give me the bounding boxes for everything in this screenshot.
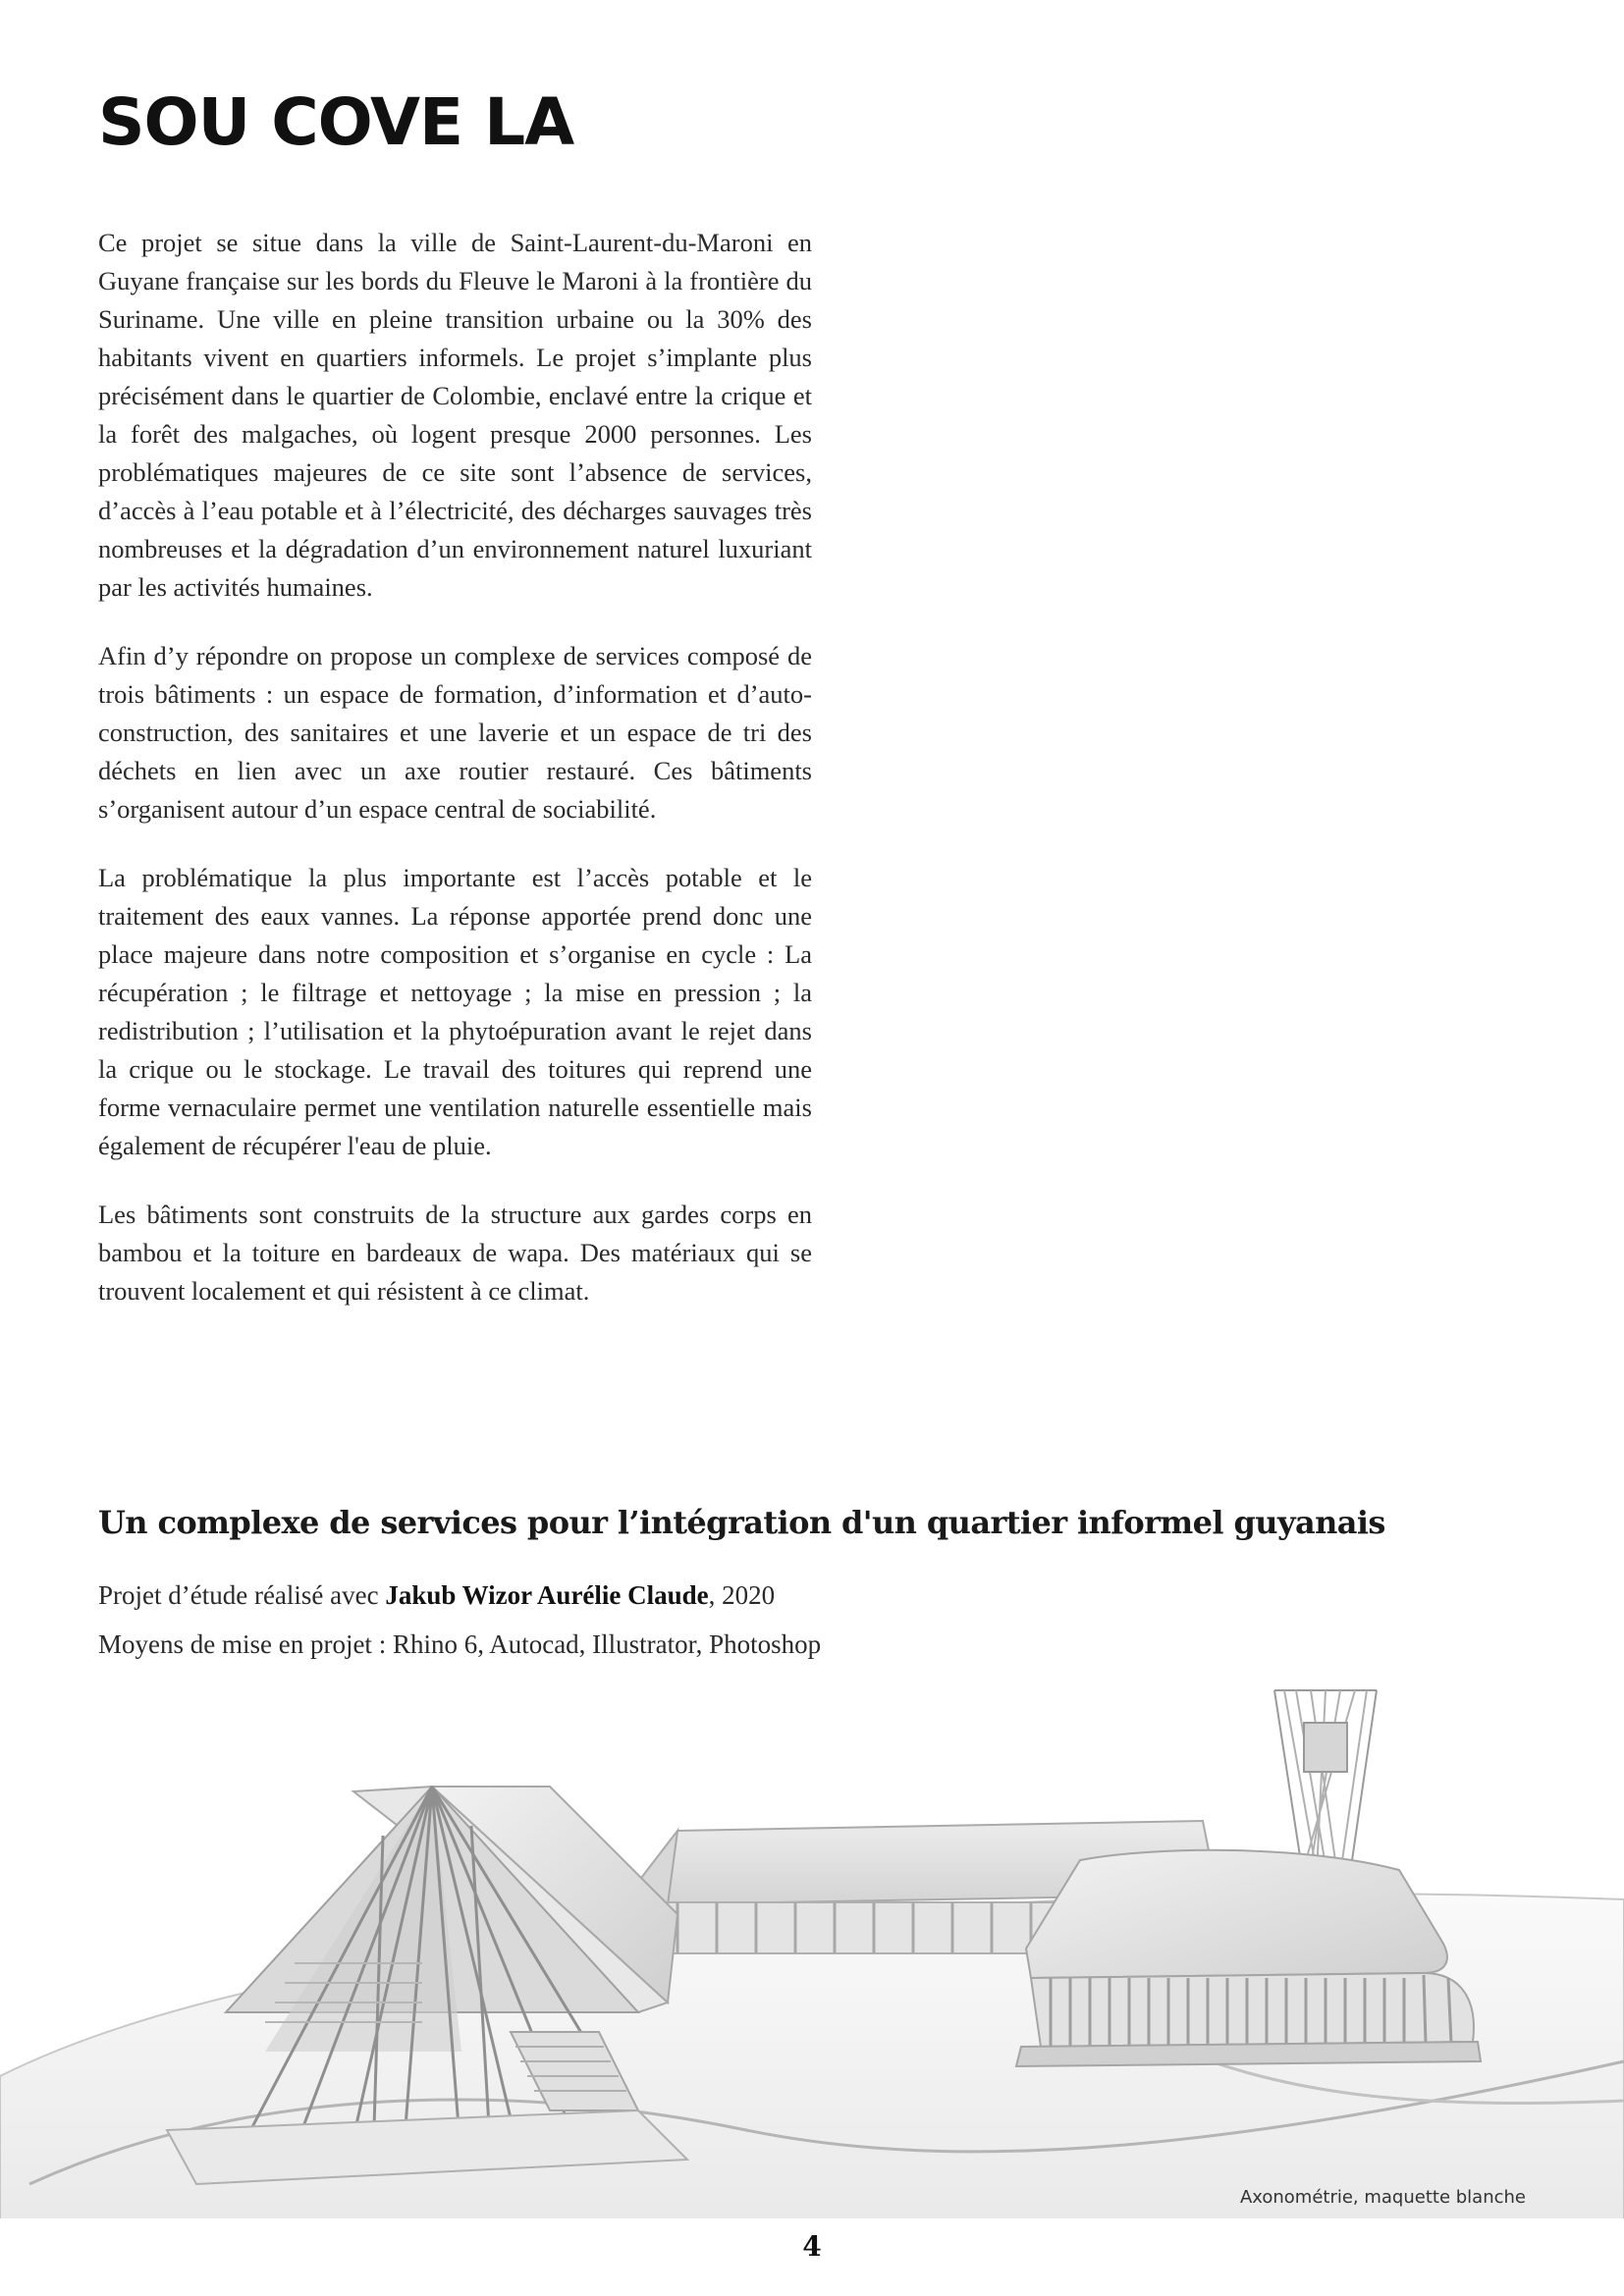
credit-prefix: Projet d’étude réalisé avec xyxy=(98,1580,386,1610)
page-number: 4 xyxy=(802,2230,822,2263)
axonometric-model-illustration xyxy=(0,1669,1624,2218)
body-text xyxy=(98,224,812,1341)
credit-names: Jakub Wizor Aurélie Claude xyxy=(385,1580,709,1610)
paragraph-water-cycle: La problématique la plus importante est l’accès potable et le traitement des eaux vannes. La réponse apportée prend donc une place majeure dans notre composition et s’organise en cycle : La récupération ; le filtrage et nettoyage ; la mise en pression ; la redistribution ; l’utilisation et la phytoépuration avant le rejet dans la crique ou le stockage. Le travail des toitures qui reprend une forme vernaculaire permet une ventilation naturelle essentielle mais également de récupérer l'eau de pluie. xyxy=(98,863,812,1160)
project-tools: Moyens de mise en projet : Rhino 6, Autocad, Illustrator, Photoshop xyxy=(98,1629,822,1659)
page-title: SOU COVE LA xyxy=(98,84,574,160)
project-credit xyxy=(98,1580,775,1611)
image-caption: Axonométrie, maquette blanche xyxy=(1239,2187,1526,2208)
right-building xyxy=(1016,1850,1481,2066)
paragraph-materials: Les bâtiments sont construits de la structure aux gardes corps en bambou et la toiture en bardeaux de wapa. Des matériaux qui se trouvent localement et qui résistent à ce climat. xyxy=(98,1200,812,1306)
paragraph-location: Ce projet se situe dans la ville de Saint-Laurent-du-Maroni en Guyane française sur les bords du Fleuve le Maroni à la frontière du Suriname. Une ville en pleine transition urbaine ou la 30% des habitants vivent en quartiers informels. Le projet s’implante plus précisément dans le quartier de Colombie, enclavé entre la crique et la forêt des malgaches, où logent presque 2000 personnes. Les problématiques majeures de ce site sont l’absence de services, d’accès à l’eau potable et à l’électricité, des décharges sauvages très nombreuses et la dégradation d’un environnement naturel luxuriant par les activités humaines. xyxy=(98,228,812,602)
paragraph-program: Afin d’y répondre on propose un complexe de services composé de trois bâtiments : un espace de formation, d’information et d’auto-construction, des sanitaires et une laverie et un espace de tri des déchets en lien avec un axe routier restauré. Ces bâtiments s’organisent autour d’un espace central de sociabilité. xyxy=(98,641,812,824)
credit-suffix: , 2020 xyxy=(708,1580,776,1610)
project-subtitle: Un complexe de services pour l’intégration d'un quartier informel guyanais xyxy=(98,1504,1385,1541)
